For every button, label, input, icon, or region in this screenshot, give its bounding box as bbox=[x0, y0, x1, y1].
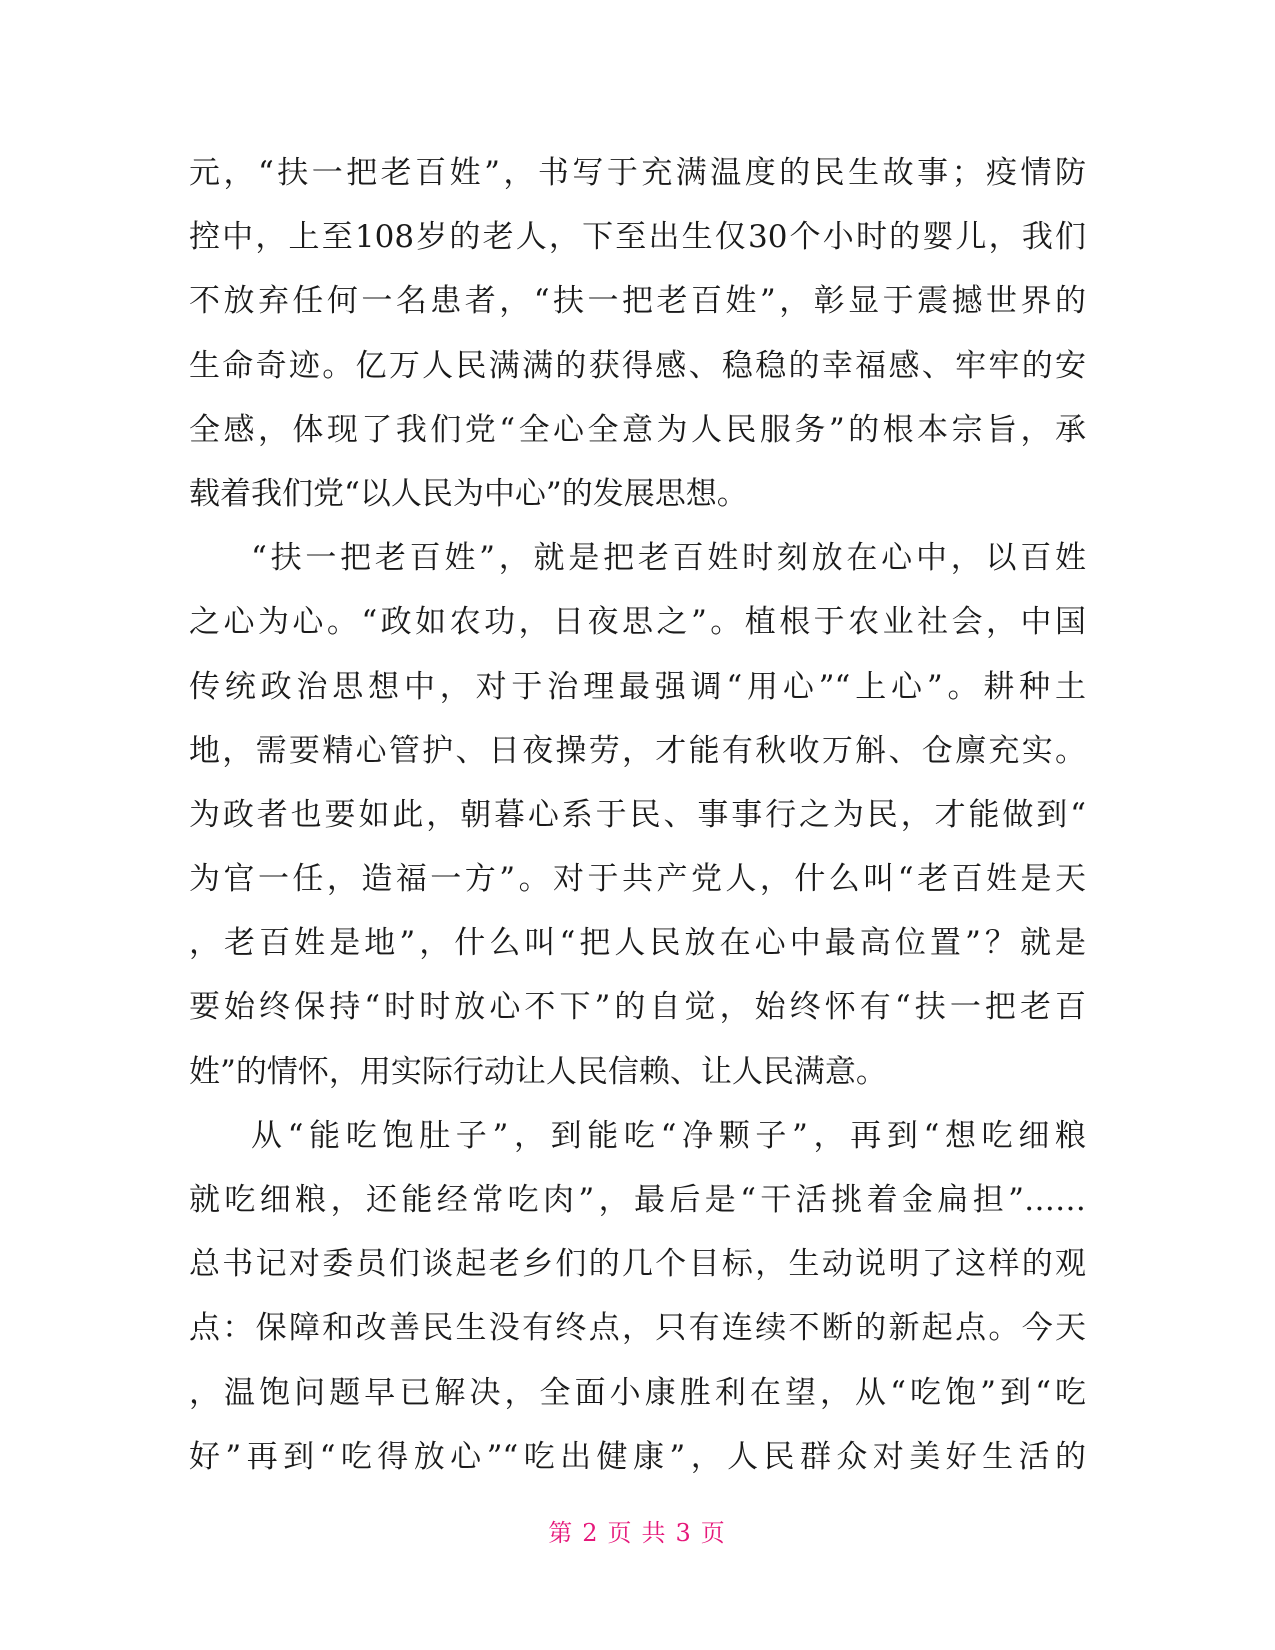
footer-suffix: 页 bbox=[700, 1519, 727, 1547]
text-line: 总书记对委员们谈起老乡们的几个目标，生动说明了这样的观 bbox=[189, 1246, 1086, 1283]
footer-total-pages: 3 bbox=[675, 1519, 693, 1547]
text-line: 不放弃任何一名患者，“扶一把老百姓”，彰显于震撼世界的 bbox=[189, 283, 1086, 320]
text-line: 载着我们党“以人民为中心”的发展思想。 bbox=[189, 475, 748, 512]
text-line: 姓”的情怀，用实际行动让人民信赖、让人民满意。 bbox=[189, 1053, 887, 1090]
text-line: ，温饱问题早已解决，全面小康胜利在望，从“吃饱”到“吃 bbox=[189, 1374, 1086, 1411]
text-line: 为政者也要如此，朝暮心系于民、事事行之为民，才能做到“ bbox=[189, 796, 1086, 833]
text-line: 为官一任，造福一方”。对于共产党人，什么叫“老百姓是天 bbox=[189, 861, 1086, 898]
text-line: 好”再到“吃得放心”“吃出健康”，人民群众对美好生活的 bbox=[189, 1438, 1086, 1475]
page-footer bbox=[0, 1515, 1275, 1551]
text-line: ，老百姓是地”，什么叫“把人民放在心中最高位置”？就是 bbox=[189, 925, 1086, 962]
text-line: 就吃细粮，还能经常吃肉”，最后是“干活挑着金扁担”…… bbox=[189, 1182, 1086, 1218]
footer-page-word: 页 bbox=[607, 1519, 634, 1547]
footer-current-page: 2 bbox=[582, 1519, 600, 1547]
text-line: 生命奇迹。亿万人民满满的获得感、稳稳的幸福感、牢牢的安 bbox=[189, 347, 1086, 384]
body-text bbox=[189, 141, 1086, 1489]
text-line: “扶一把老百姓”，就是把老百姓时刻放在心中，以百姓 bbox=[251, 540, 1086, 577]
text-line: 点：保障和改善民生没有终点，只有连续不断的新起点。今天 bbox=[189, 1310, 1086, 1347]
text-line: 元，“扶一把老百姓”，书写于充满温度的民生故事；疫情防 bbox=[189, 155, 1086, 191]
text-line: 要始终保持“时时放心不下”的自觉，始终怀有“扶一把老百 bbox=[189, 989, 1086, 1026]
text-line: 全感，体现了我们党“全心全意为人民服务”的根本宗旨，承 bbox=[189, 411, 1086, 448]
footer-total-word: 共 bbox=[641, 1519, 668, 1547]
footer-prefix: 第 bbox=[548, 1519, 575, 1547]
text-line: 传统政治思想中，对于治理最强调“用心”“上心”。耕种土 bbox=[189, 668, 1086, 705]
text-line: 地，需要精心管护、日夜操劳，才能有秋收万斛、仓廪充实。 bbox=[189, 732, 1086, 769]
text-line: 之心为心。“政如农功，日夜思之”。植根于农业社会，中国 bbox=[189, 604, 1086, 641]
text-line: 从“能吃饱肚子”，到能吃“净颗子”，再到“想吃细粮 bbox=[251, 1117, 1086, 1154]
text-line: 控中，上至108岁的老人，下至出生仅30个小时的婴儿，我们 bbox=[189, 219, 1086, 256]
